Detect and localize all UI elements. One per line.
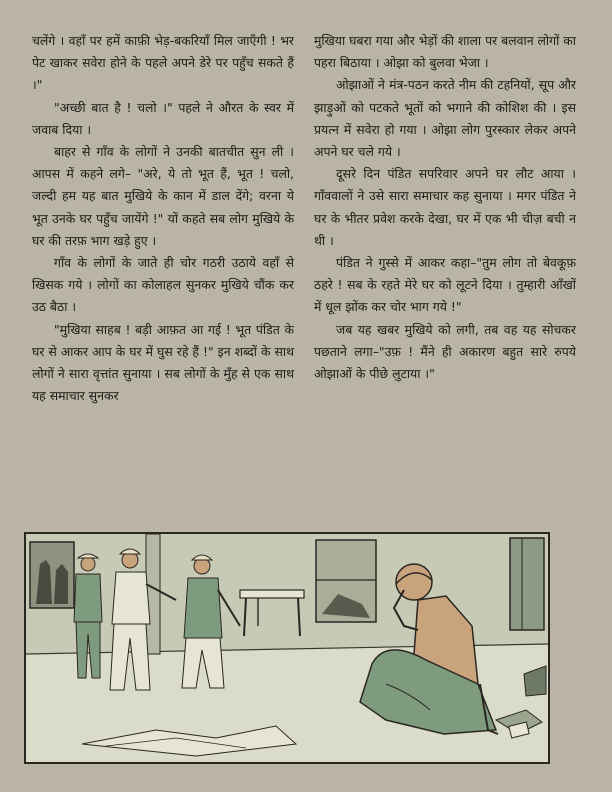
story-paragraph: बाहर से गाँव के लोगों ने उनकी बातचीत सुन ली । आपस में कहने लगे– "अरे, ये तो भूत हैं, भूत ! चलो, जल्दी हम यह बात मुखिये के कान में डाल देंगे; वरना ये भूत उनके घर पहुँच जायेंगे !" यों कहते सब लोग मुखिये के घर की तरफ़ भाग खड़े हुए । <box>32 144 294 248</box>
story-paragraph: चलेंगे । वहाँ पर हमें काफ़ी भेड़-बकरियाँ मिल जाएँगी ! भर पेट खाकर सवेरा होने के पहले अपने डेरे पर पहुँच सकते हैं ।" <box>32 33 294 93</box>
story-paragraph: पंडित ने गुस्से में आकर कहा–"तुम लोग तो बेवकूफ़ ठहरे ! सब के रहते मेरे घर को लूटने दिया । तुम्हारी आँखों में धूल झोंक कर चोर भाग गये !" <box>314 255 576 315</box>
illustration-scene <box>26 534 548 762</box>
story-paragraph: जब यह खबर मुखिये को लगी, तब वह यह सोचकर पछताने लगा–"उफ़ ! मैंने ही अकारण बहुत सारे रुपये ओझाओं के पीछे लुटाया ।" <box>314 321 576 382</box>
story-paragraph: "मुखिया साहब ! बड़ी आफ़त आ गई ! भूत पंडित के घर से आकर आप के घर में घुस रहे हैं !" इन शब्दों के साथ लोगों ने सारा वृत्तांत सुनाया । सब लोगों के मुँह से एक साथ यह समाचार सुनकर <box>32 321 294 404</box>
right-column <box>314 30 576 385</box>
story-paragraph: ओझाओं ने मंत्र-पठन करते नीम की टहनियों, सूप और झाड़ुओं को पटकते भूतों को भगाने की कोशिश की । इस प्रयत्न में सवेरा हो गया । ओझा लोग पुरस्कार लेकर अपने अपने घर चले गये । <box>314 77 576 160</box>
story-paragraph: गाँव के लोगों के जाते ही चोर गठरी उठाये वहाँ से खिसक गये । लोगों का कोलाहल सुनकर मुखिये चौंक कर उठ बैठा । <box>32 255 294 315</box>
left-column <box>32 30 294 407</box>
story-paragraph: "अच्छी बात है ! चलो ।" पहले ने औरत के स्वर में जवाब दिया । <box>32 99 294 137</box>
story-illustration <box>24 532 550 764</box>
story-paragraph: मुखिया घबरा गया और भेड़ों की शाला पर बलवान लोगों का पहरा बिठाया । ओझा को बुलवा भेजा । <box>314 33 576 71</box>
story-paragraph: दूसरे दिन पंडित सपरिवार अपने घर लौट आया । गाँववालों ने उसे सारा समाचार कह सुनाया । मगर पंडित ने घर के भीतर प्रवेश करके देखा, घर में एक भी चीज़ बची न थी । <box>314 166 576 248</box>
